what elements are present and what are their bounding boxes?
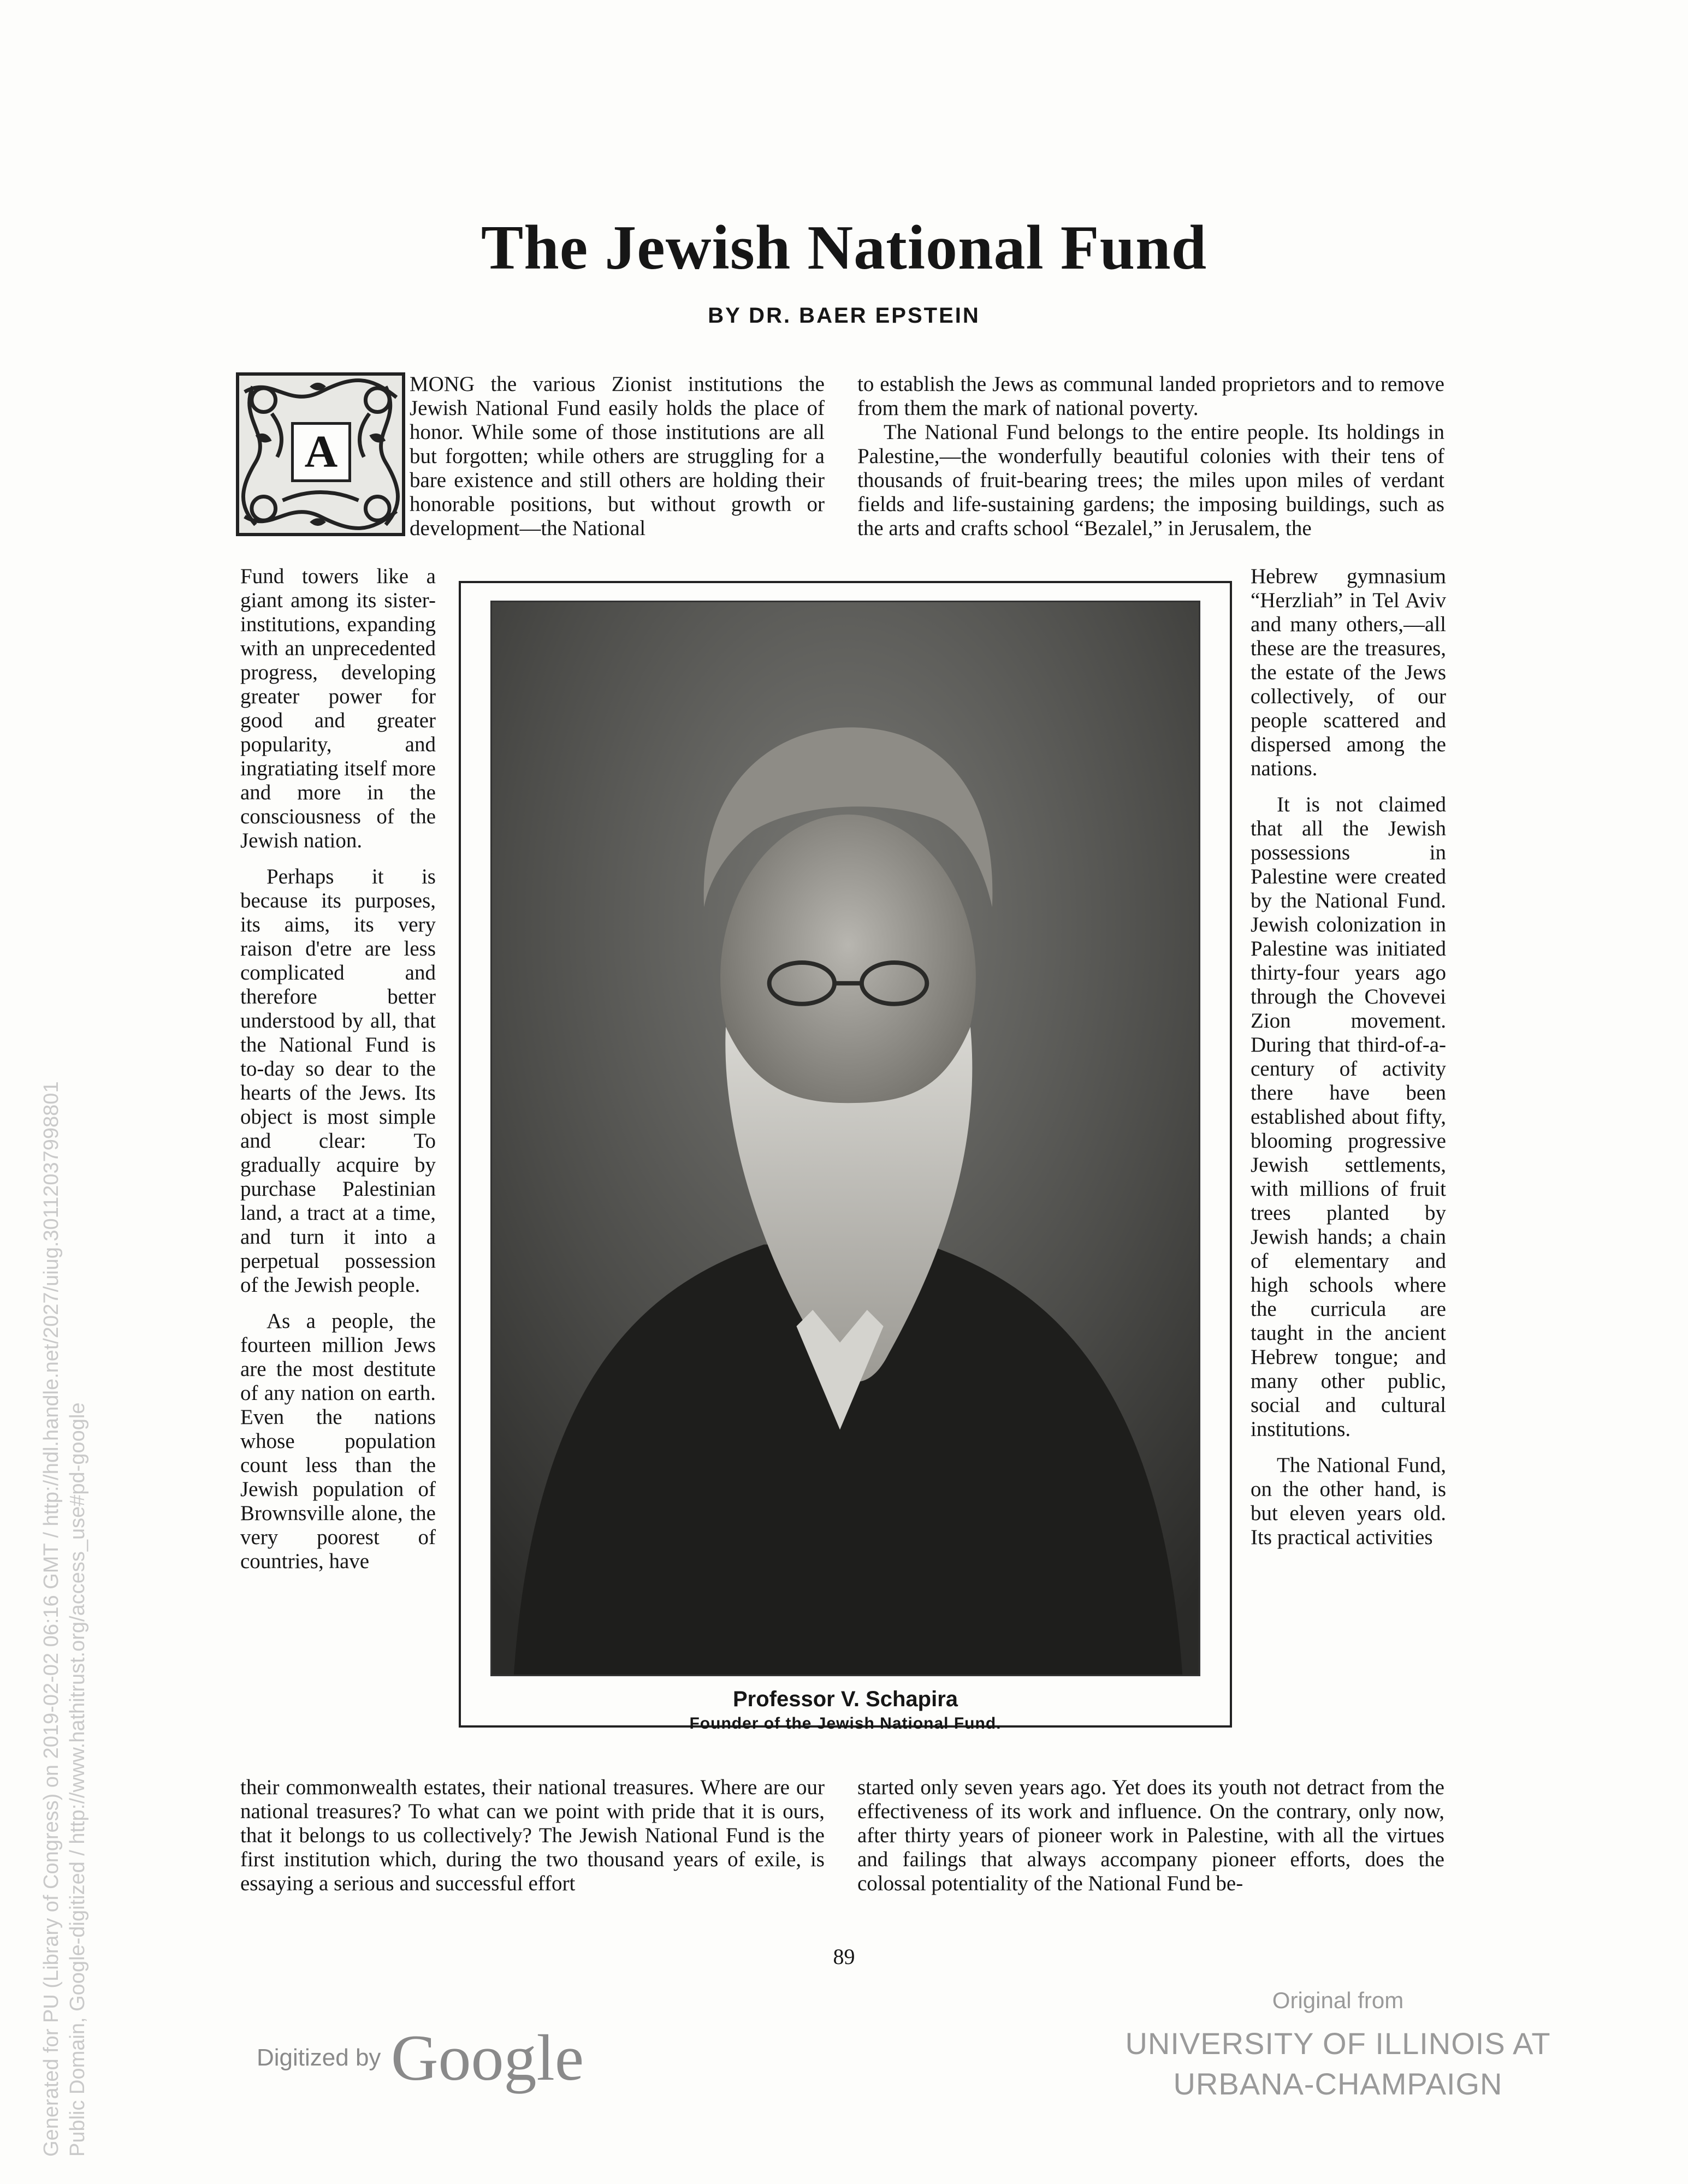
- side-watermark-line-2: Public Domain, Google-digitized / http://www.hathitrust.org/access_use#pd-google: [66, 1402, 89, 2157]
- university-line-1: UNIVERSITY OF ILLINOIS AT: [1125, 2026, 1551, 2061]
- side-watermark-line-1: Generated for PU (Library of Congress) on 2019-02-02 06:16 GMT / http://hdl.handle.net/2027/uiug.30112037998801: [40, 1081, 63, 2157]
- paragraph-right-1: to establish the Jews as communal landed proprietors and to remove from them the mark of national poverty.: [857, 372, 1444, 420]
- google-logo: Google: [390, 2021, 584, 2094]
- paragraph-intro: MONG the various Zionist institutions the Jewish National Fund easily holds the place of honor. While some of those institutions are all but forgotten; while others are struggling for a bare existence and still others are holding their honorable positions, but without growth or development—the National: [410, 372, 825, 540]
- paragraph-left-2: Perhaps it is because its purposes, its aims, its very raison d'etre are less complicated and therefore better understood by all, that the National Fund is to-day so dear to the hearts of the Jews. Its object is most simple and clear: To gradually acquire by purchase Palestinian land, a tract at a time, and turn it into a perpetual possession of the Jewish people.: [240, 865, 436, 1297]
- paragraph-left-bottom: their commonwealth estates, their national treasures. Where are our national treasures? To what can we point with pride that it is ours, that it belongs to us collectively? The Jewish National Fund is the first institution which, during the two thousand years of exile, is essaying a serious and successful effort: [240, 1776, 825, 1895]
- side-watermark: [38, 1081, 91, 2157]
- paragraph-right-narrow-1: Hebrew gymnasium “Herzliah” in Tel Aviv and many others,—all these are the treasures, the estate of the Jews collectively, of our people scattered and dispersed among the nations.: [1251, 565, 1446, 780]
- right-column-bottom: [857, 1776, 1444, 1896]
- university-line-2: URBANA-CHAMPAIGN: [1173, 2067, 1503, 2101]
- dropcap-ornament: [236, 372, 405, 536]
- paragraph-right-narrow-2: It is not claimed that all the Jewish possessions in Palestine were created by the National Fund. Jewish colonization in Palestine was initiated thirty-four years ago through the Chovevei Zion movement. During that third-of-a-century of activity there have been established about fifty, blooming progressive Jewish settlements, with millions of fruit trees planted by Jewish hands; a chain of elementary and high schools where the curricula are taught in the ancient Hebrew tongue; and many other public, social and cultural institutions.: [1251, 793, 1446, 1441]
- right-column-narrow: [1251, 565, 1446, 1550]
- digitized-by-label: Digitized by: [257, 2044, 381, 2071]
- paragraph-left-1: Fund towers like a giant among its sister-institutions, expanding with an unprecedented progress, developing greater power for good and greater popularity, and ingratiating itself more and more in the consciousness of the Jewish nation.: [240, 565, 436, 852]
- original-from-label: Original from: [1272, 1987, 1404, 2013]
- paragraph-right-2: The National Fund belongs to the entire people. Its holdings in Palestine,—the wonderfully beautiful colonies with their tens of thousands of fruit-bearing trees; the miles upon miles of verdant fields and life-sustaining gardens; the imposing buildings, such as the arts and crafts school “Bezalel,” in Jerusalem, the: [857, 420, 1444, 540]
- digitized-by-google: [257, 2020, 584, 2096]
- paragraph-right-bottom: started only seven years ago. Yet does its youth not detract from the effectiveness of its work and influence. On the contrary, only now, after thirty years of pioneer work in Palestine, with all the virtues and failings that always accompany pioneer efforts, does the colossal potentiality of the National Fund be-: [857, 1776, 1444, 1895]
- left-column-top: [410, 372, 825, 541]
- article-byline: BY DR. BAER EPSTEIN: [708, 304, 980, 328]
- paragraph-left-3: As a people, the fourteen million Jews are the most destitute of any nation on earth. Even the nations whose population count less than the Jewish population of Brownsville alone, the very poorest of countries, have: [240, 1309, 436, 1573]
- article-title: The Jewish National Fund: [481, 213, 1207, 283]
- right-column-top: [857, 372, 1444, 541]
- portrait-photo: [490, 601, 1200, 1676]
- dropcap-letter: A: [291, 422, 351, 482]
- left-column-bottom: [240, 1776, 825, 1896]
- portrait-illustration: [492, 602, 1199, 1675]
- photo-caption-subtitle: Founder of the Jewish National Fund.: [689, 1714, 1002, 1732]
- photo-caption-name: Professor V. Schapira: [732, 1687, 958, 1711]
- left-column-narrow: [240, 565, 436, 1574]
- paragraph-right-narrow-3: The National Fund, on the other hand, is but eleven years old. Its practical activities: [1251, 1453, 1446, 1549]
- page-number: 89: [833, 1944, 855, 1969]
